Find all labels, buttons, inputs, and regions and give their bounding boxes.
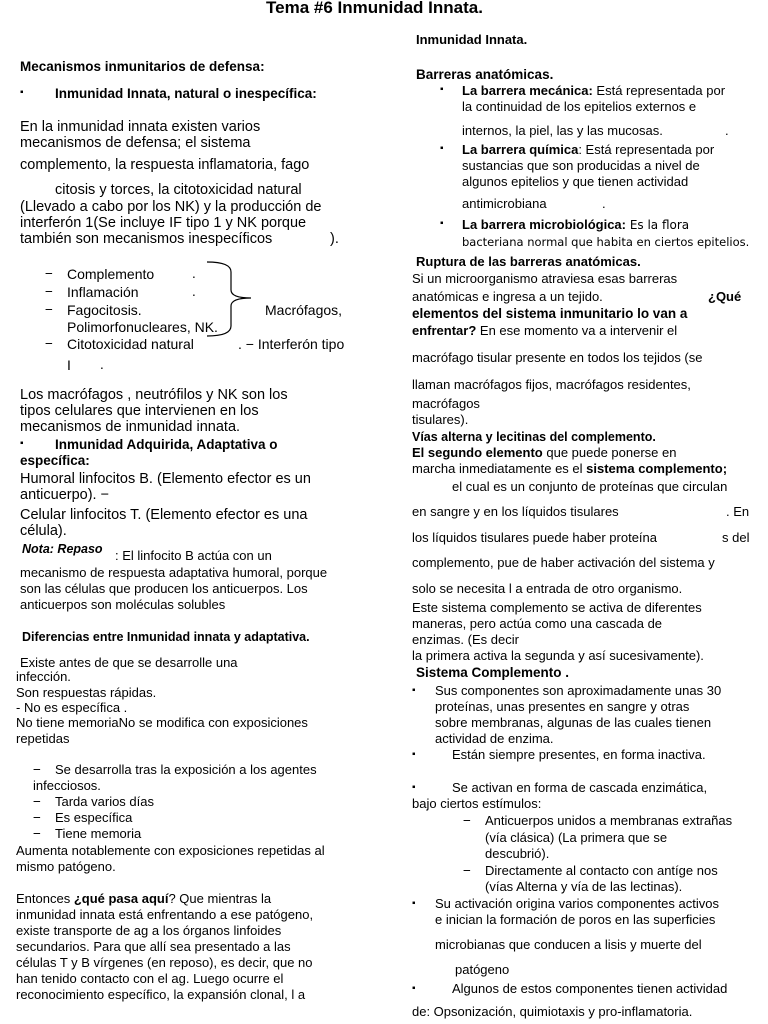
paragraph-line: mecanismo de respuesta adaptativa humoral, porque (20, 565, 328, 580)
dash-bullet: − (45, 266, 53, 281)
square-bullet-icon: ▪ (412, 685, 416, 696)
paragraph-line: Su activación origina varios componentes activos (435, 896, 719, 911)
page-title: Tema #6 Inmunidad Innata. (266, 0, 483, 17)
nota-label: Nota: Repaso (22, 542, 103, 556)
paragraph-line: . (602, 196, 606, 211)
paragraph-line: e inician la formación de poros en las superficies (435, 912, 716, 927)
paragraph-line: también son mecanismos inespecíficos (20, 231, 273, 247)
dash-bullet: − (33, 810, 41, 825)
text-span-bold: sistema complemento; (586, 461, 728, 476)
paragraph-line (412, 445, 676, 461)
paragraph-line: mecanismos de inmunidad innata. (20, 419, 241, 435)
barrera-micro-label: La barrera microbiológica: (462, 217, 626, 232)
list-item-polimorfo: Polimorfonucleares, NK. (67, 319, 218, 335)
paragraph-line: repetidas (16, 731, 70, 746)
paragraph-line: infección. (16, 669, 71, 684)
paragraph-line: Son respuestas rápidas. (16, 685, 157, 700)
list-item-macrofagos: Macrófagos, (265, 302, 343, 318)
list-item-interferon: . − Interferón tipo (238, 336, 345, 352)
paragraph-line: en sangre y en los líquidos tisulares (412, 504, 619, 519)
square-bullet-icon: ▪ (412, 983, 416, 994)
paragraph-line: llaman macrófagos fijos, macrófagos residentes, (412, 377, 691, 392)
bullet-innata: Inmunidad Innata, natural o inespecífica: (55, 86, 317, 101)
list-item: infecciosos. (33, 778, 101, 793)
paragraph-line: células T y B vírgenes (en reposo), es decir, que no (16, 955, 313, 970)
heading-sistema-complemento: Sistema Complemento . (416, 665, 570, 680)
list-item: Tarda varios días (55, 794, 154, 809)
paragraph-line: . (725, 123, 729, 138)
paragraph-line: Celular linfocitos T. (Elemento efector es una (20, 507, 308, 523)
paragraph-line: complemento, pue de haber activación del sistema y (412, 555, 715, 570)
paragraph-line: citosis y torces, la citotoxicidad natural (55, 182, 302, 198)
list-item: Tiene memoria (55, 826, 142, 841)
paragraph-line: s del (722, 530, 750, 545)
square-bullet-icon: ▪ (412, 749, 416, 760)
paragraph-line (16, 891, 271, 907)
list-dot: . (192, 266, 196, 281)
paragraph-line: actividad de enzima. (435, 731, 554, 746)
paragraph-line: macrófago tisular presente en todos los tejidos (se (412, 350, 703, 365)
text-span-bold: El segundo elemento (412, 445, 543, 460)
paragraph-line: existe transporte de ag a los órganos linfoides (16, 923, 282, 938)
list-dot: . (100, 357, 104, 372)
paragraph-line: internos, la piel, las y las mucosas. (462, 123, 663, 138)
heading-ruptura: Ruptura de las barreras anatómicas. (416, 254, 641, 269)
paragraph-line: Si un microorganismo atraviesa esas barreras (412, 271, 678, 286)
paragraph-line: enzimas. (Es decir (412, 632, 519, 647)
text-span: En ese momento va a intervenir el (476, 323, 678, 338)
dash-bullet: − (45, 302, 53, 317)
dash-bullet: − (33, 794, 41, 809)
paragraph-line: la continuidad de los epitelios externos e (462, 99, 697, 114)
dash-bullet: − (45, 284, 53, 299)
dash-bullet: − (463, 813, 471, 828)
paragraph-line: inmunidad innata está enfrentando a ese patógeno, (16, 907, 314, 922)
paragraph-line: - No es específica . (16, 700, 128, 715)
brace-icon (205, 260, 255, 338)
text-span: Está representada por (592, 83, 726, 98)
paragraph-line: sobre membranas, algunas de las cuales tienen (435, 715, 712, 730)
list-item-fagocitosis: Fagocitosis. (67, 302, 142, 318)
paragraph-line: Existe antes de que se desarrolle una (20, 655, 238, 670)
list-item-citotox: Citotoxicidad natural (67, 336, 194, 352)
paragraph-line: (Llevado a cabo por los NK) y la producción de (20, 199, 322, 215)
paragraph-line: maneras, pero actúa como una cascada de (412, 616, 663, 631)
paragraph-line: anatómicas e ingresa a un tejido. (412, 289, 603, 304)
list-item-inflamacion: Inflamación (67, 284, 139, 300)
dash-bullet: − (45, 336, 53, 351)
paragraph-line: Este sistema complemento se activa de diferentes (412, 600, 702, 615)
paragraph-line: complemento, la respuesta inflamatoria, fago (20, 157, 310, 173)
paragraph-line: algunos epitelios y que tienen actividad (462, 174, 689, 189)
paragraph-line: (vía clásica) (La primera que se (485, 830, 668, 845)
heading-mecanismos: Mecanismos inmunitarios de defensa: (20, 59, 265, 74)
barrera-mecanica (462, 83, 725, 99)
heading-inmunidad-innata: Inmunidad Innata. (416, 32, 528, 47)
paragraph-line: el cual es un conjunto de proteínas que circulan (452, 479, 728, 494)
paragraph-line: Se activan en forma de cascada enzimática, (452, 780, 708, 795)
barrera-quimica (462, 142, 714, 158)
text-span: que puede ponerse en (542, 445, 677, 460)
paragraph-line: (vías Alterna y vía de las lectinas). (485, 879, 683, 894)
barrera-quimica-label: La barrera química (462, 142, 579, 157)
paragraph-line: Están siempre presentes, en forma inactiva. (452, 747, 706, 762)
text-span: ? Que mientras la (168, 891, 272, 906)
bullet-adquirida: Inmunidad Adquirida, Adaptativa o (55, 437, 278, 452)
list-item-complemento: Complemento (67, 266, 155, 282)
paragraph-line (412, 323, 677, 339)
paragraph-line: antimicrobiana (462, 196, 547, 211)
paragraph-line: microbianas que conducen a lisis y muerte del (435, 937, 702, 952)
paragraph-line: de: Opsonización, quimiotaxis y pro-inflamatoria. (412, 1004, 693, 1019)
text-span-bold: enfrentar? (412, 323, 477, 338)
paragraph-line (412, 461, 727, 477)
paragraph-line: . En (726, 504, 750, 519)
paragraph-line: anticuerpo). − (20, 487, 110, 503)
paragraph-line: mismo patógeno. (16, 859, 116, 874)
list-dot: . (192, 284, 196, 299)
dash-bullet: − (33, 826, 41, 841)
square-bullet-icon: ▪ (20, 87, 24, 98)
bullet-adquirida-2: específica: (20, 453, 90, 468)
square-bullet-icon: ▪ (440, 218, 444, 229)
paragraph-line: los líquidos tisulares puede haber proteína (412, 530, 657, 545)
paragraph-line: Los macrófagos , neutrófilos y NK son los (20, 387, 288, 403)
paragraph-line: reconocimiento específico, la expansión clonal, l a (16, 987, 306, 1002)
dash-bullet: − (463, 863, 471, 878)
paragraph-line: Anticuerpos unidos a membranas extrañas (485, 813, 733, 828)
heading-vias: Vías alterna y lecitinas del complemento. (412, 430, 656, 444)
paragraph-line: son las células que producen los anticuerpos. Los (20, 581, 308, 596)
paragraph-line: En la inmunidad innata existen varios (20, 119, 261, 135)
paragraph-line: mecanismos de defensa; el sistema (20, 135, 251, 151)
paragraph-line: Aumenta notablemente con exposiciones repetidas al (16, 843, 325, 858)
paragraph-line: bajo ciertos estímulos: (412, 796, 542, 811)
paragraph-line: ¿Qué (708, 289, 742, 304)
paragraph-line: anticuerpos son moléculas solubles (20, 597, 226, 612)
list-item-interferon-2: I (67, 357, 71, 373)
paragraph-line: Algunos de estos componentes tienen actividad (452, 981, 728, 996)
square-bullet-icon: ▪ (440, 84, 444, 95)
square-bullet-icon: ▪ (412, 782, 416, 793)
paragraph-line: interferón 1(Se incluye IF tipo 1 y NK porque (20, 215, 307, 231)
paragraph-line: Directamente al contacto con antíge nos (485, 863, 718, 878)
paragraph-line: solo se necesita l a entrada de otro organismo. (412, 581, 683, 596)
text-span-bold: ¿qué pasa aquí (73, 891, 169, 906)
paragraph-line: No tiene memoriaNo se modifica con exposiciones (16, 715, 308, 730)
list-item: Se desarrolla tras la exposición a los agentes (55, 762, 317, 777)
square-bullet-icon: ▪ (20, 438, 24, 449)
paragraph-line: : El linfocito B actúa con un (115, 548, 272, 563)
heading-diferencias: Diferencias entre Inmunidad innata y adaptativa. (22, 630, 310, 644)
paragraph-line: ). (330, 231, 339, 247)
text-span: marcha inmediatamente es el (412, 461, 587, 476)
paragraph-line: macrófagos (412, 396, 480, 411)
paragraph-line: secundarios. Para que allí sea presentado a las (16, 939, 291, 954)
text-span: Es la flora (626, 218, 690, 232)
paragraph-line: bacteriana normal que habita en ciertos epitelios. (462, 235, 750, 249)
paragraph-line: descubrió). (485, 846, 550, 861)
dash-bullet: − (33, 762, 41, 777)
square-bullet-icon: ▪ (440, 143, 444, 154)
paragraph-line: tipos celulares que intervienen en los (20, 403, 259, 419)
barrera-microbiologica (462, 217, 689, 233)
paragraph-line: han tenido contacto con el ag. Luego ocurre el (16, 971, 284, 986)
text-span: : Está representada por (578, 142, 715, 157)
barrera-mecanica-label: La barrera mecánica: (462, 83, 593, 98)
paragraph-line: elementos del sistema inmunitario lo van a (412, 306, 688, 321)
paragraph-line: Sus componentes son aproximadamente unas 30 (435, 683, 722, 698)
square-bullet-icon: ▪ (412, 898, 416, 909)
paragraph-line: la primera activa la segunda y así sucesivamente). (412, 648, 704, 663)
paragraph-line: patógeno (455, 962, 510, 977)
paragraph-line: célula). (20, 523, 67, 539)
paragraph-line: tisulares). (412, 412, 469, 427)
paragraph-line: sustancias que son producidas a nivel de (462, 158, 700, 173)
list-item: Es específica (55, 810, 133, 825)
text-span: Entonces (16, 891, 74, 906)
paragraph-line: proteínas, unas presentes en sangre y otras (435, 699, 690, 714)
heading-barreras: Barreras anatómicas. (416, 67, 554, 82)
paragraph-line: Humoral linfocitos B. (Elemento efector es un (20, 471, 311, 487)
